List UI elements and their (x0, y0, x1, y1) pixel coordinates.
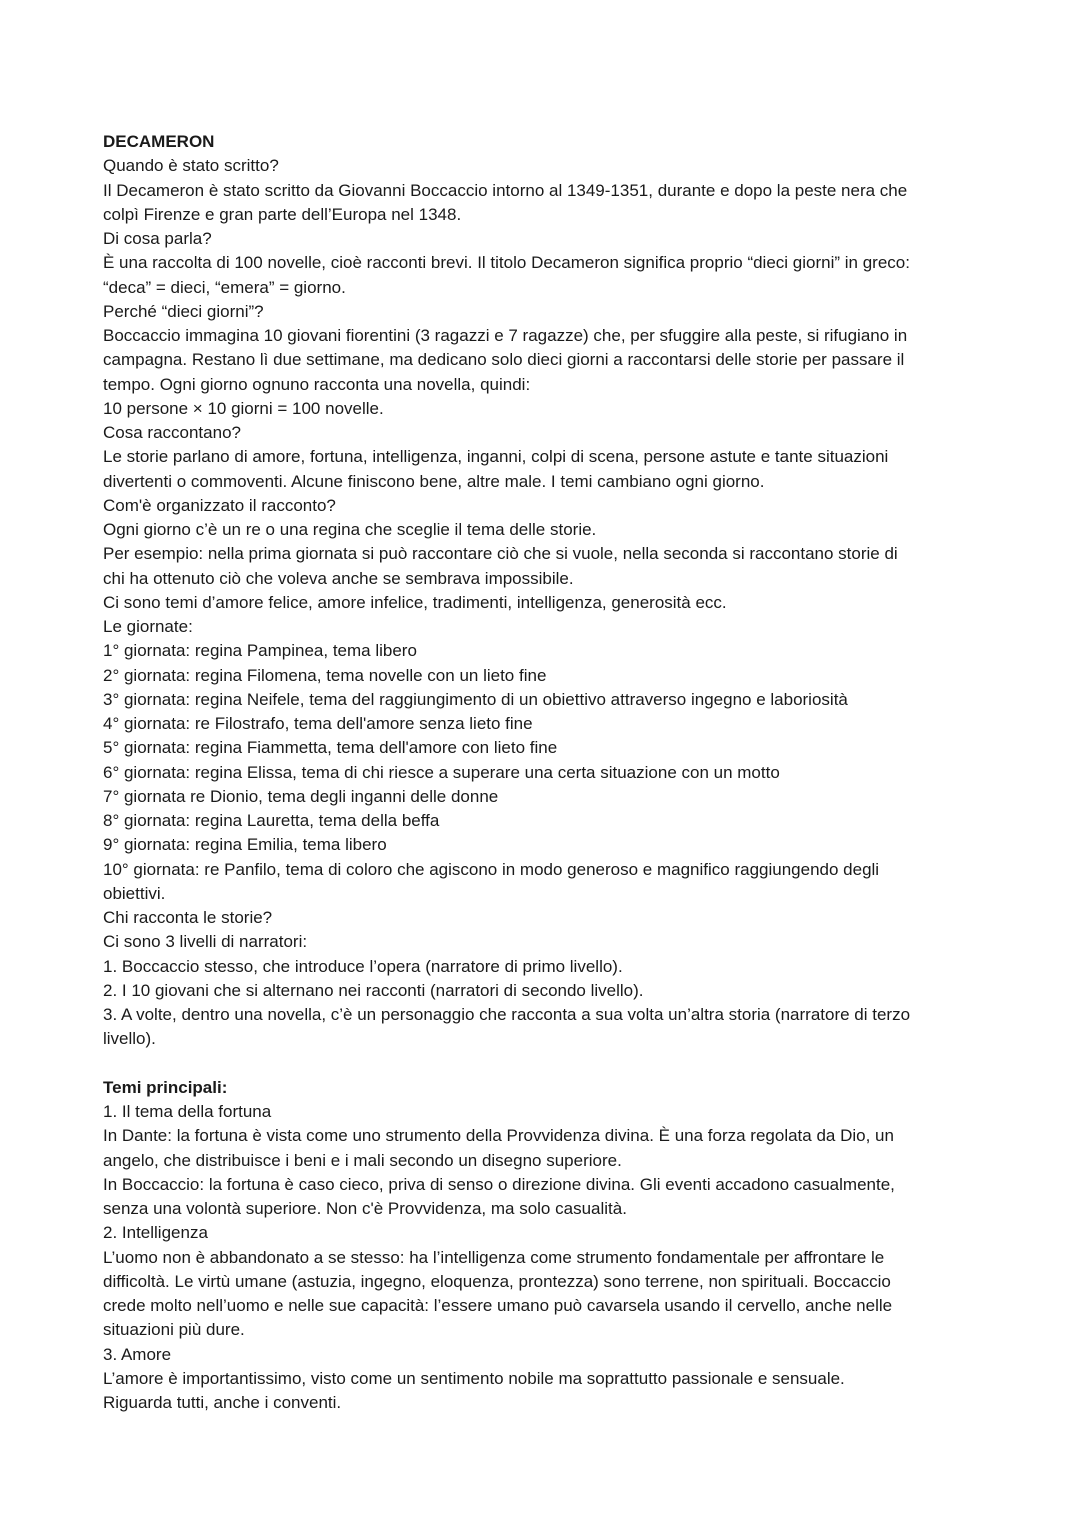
paragraph-line: chi ha ottenuto ciò che voleva anche se sembrava impossibile. (103, 568, 574, 588)
paragraph-line: In Boccaccio: la fortuna è caso cieco, priva di senso o direzione divina. Gli eventi accadono casualmente, (103, 1174, 895, 1194)
paragraph-line: In Dante: la fortuna è vista come uno strumento della Provvidenza divina. È una forza regolata da Dio, un (103, 1126, 894, 1146)
paragraph-line: Per esempio: nella prima giornata si può raccontare ciò che si vuole, nella seconda si raccontano storie di (103, 544, 898, 564)
paragraph-line: Il Decameron è stato scritto da Giovanni Boccaccio intorno al 1349-1351, durante e dopo la peste nera che (103, 180, 908, 200)
day-item: 3° giornata: regina Neifele, tema del raggiungimento di un obiettivo attraverso ingegno e laboriosità (103, 689, 848, 709)
question-what-they-tell: Cosa raccontano? (103, 423, 241, 442)
paragraph-line: L’amore è importantissimo, visto come un sentimento nobile ma soprattutto passionale e sensuale. (103, 1368, 845, 1388)
paragraph-line: 10 persone × 10 giorni = 100 novelle. (103, 398, 384, 418)
narrator-item: livello). (103, 1029, 156, 1049)
paragraph-line: Ogni giorno c’è un re o una regina che sceglie il tema delle storie. (103, 520, 597, 539)
day-item: 4° giornata: re Filostrafo, tema dell'amore senza lieto fine (103, 714, 533, 733)
section-spacer (103, 1052, 983, 1076)
paragraph-line: situazioni più dure. (103, 1320, 245, 1340)
paragraph-line: crede molto nell’uomo e nelle sue capacità: l’essere umano può cavarsela usando il cervello, anche nelle (103, 1296, 893, 1315)
day-item: 6° giornata: regina Elissa, tema di chi riesce a superare una certa situazione con un motto (103, 762, 780, 782)
paragraph-line: “deca” = dieci, “emera” = giorno. (103, 277, 346, 297)
day-item: 8° giornata: regina Lauretta, tema della beffa (103, 811, 440, 830)
day-item: 9° giornata: regina Emilia, tema libero (103, 835, 387, 855)
narrator-item: 1. Boccaccio stesso, che introduce l’opera (narratore di primo livello). (103, 956, 623, 976)
paragraph-line: campagna. Restano lì due settimane, ma dedicano solo dieci giorni a raccontarsi delle storie per passare il (103, 350, 905, 370)
paragraph-line: L’uomo non è abbandonato a se stesso: ha l’intelligenza come strumento fondamentale per affrontare le (103, 1247, 885, 1267)
day-item: 2° giornata: regina Filomena, tema novelle con un lieto fine (103, 665, 547, 685)
paragraph-line: difficoltà. Le virtù umane (astuzia, ingegno, eloquenza, prontezza) sono terrene, non spirituali. Boccaccio (103, 1271, 891, 1291)
paragraph-line: Ci sono temi d’amore felice, amore infelice, tradimenti, intelligenza, generosità ecc. (103, 592, 727, 612)
question-when: Quando è stato scritto? (103, 156, 279, 176)
themes-heading: Temi principali: (103, 1077, 228, 1097)
day-item: 5° giornata: regina Fiammetta, tema dell'amore con lieto fine (103, 738, 558, 758)
paragraph-line: Boccaccio immagina 10 giovani fiorentini (3 ragazzi e 7 ragazze) che, per sfuggire alla peste, si rifugiano in (103, 326, 908, 345)
paragraph-line: tempo. Ogni giorno ognuno racconta una novella, quindi: (103, 374, 531, 394)
days-label: Le giornate: (103, 617, 193, 636)
paragraph-line: colpì Firenze e gran parte dell’Europa nel 1348. (103, 204, 462, 224)
themes-section (103, 1100, 983, 1415)
question-why-ten-days: Perché “dieci giorni”? (103, 301, 264, 321)
theme-title-fortune: 1. Il tema della fortuna (103, 1102, 272, 1121)
theme-title-intelligence: 2. Intelligenza (103, 1223, 208, 1243)
paragraph-line: Le storie parlano di amore, fortuna, intelligenza, inganni, colpi di scena, persone astute e tante situazioni (103, 447, 889, 467)
day-item: 7° giornata re Dionio, tema degli inganni delle donne (103, 786, 499, 806)
question-narrators: Chi racconta le storie? (103, 908, 273, 927)
day-item: obiettivi. (103, 883, 166, 903)
theme-title-love: 3. Amore (103, 1344, 172, 1364)
paragraph-line: angelo, che distribuisce i beni e i mali secondo un disegno superiore. (103, 1150, 622, 1170)
question-organization: Com'è organizzato il racconto? (103, 495, 336, 515)
paragraph-line: Ci sono 3 livelli di narratori: (103, 932, 308, 952)
narrator-item: 2. I 10 giovani che si alternano nei racconti (narratori di secondo livello). (103, 980, 644, 1000)
intro-section (103, 154, 983, 1051)
paragraph-line: divertenti o commoventi. Alcune finiscono bene, altre male. I temi cambiano ogni giorno. (103, 471, 765, 491)
narrator-item: 3. A volte, dentro una novella, c’è un personaggio che racconta a sua volta un’altra storia (narratore di terzo (103, 1005, 911, 1024)
day-item: 10° giornata: re Panfilo, tema di coloro che agiscono in modo generoso e magnifico raggiungendo degli (103, 859, 880, 879)
paragraph-line: senza una volontà superiore. Non c'è Provvidenza, ma solo casualità. (103, 1199, 627, 1218)
document-page (103, 130, 983, 1415)
paragraph-line: Riguarda tutti, anche i conventi. (103, 1393, 342, 1412)
day-item: 1° giornata: regina Pampinea, tema libero (103, 641, 417, 661)
question-what: Di cosa parla? (103, 229, 212, 248)
document-title: DECAMERON (103, 132, 215, 151)
paragraph-line: È una raccolta di 100 novelle, cioè racconti brevi. Il titolo Decameron significa proprio “dieci giorni” in greco: (103, 253, 910, 273)
